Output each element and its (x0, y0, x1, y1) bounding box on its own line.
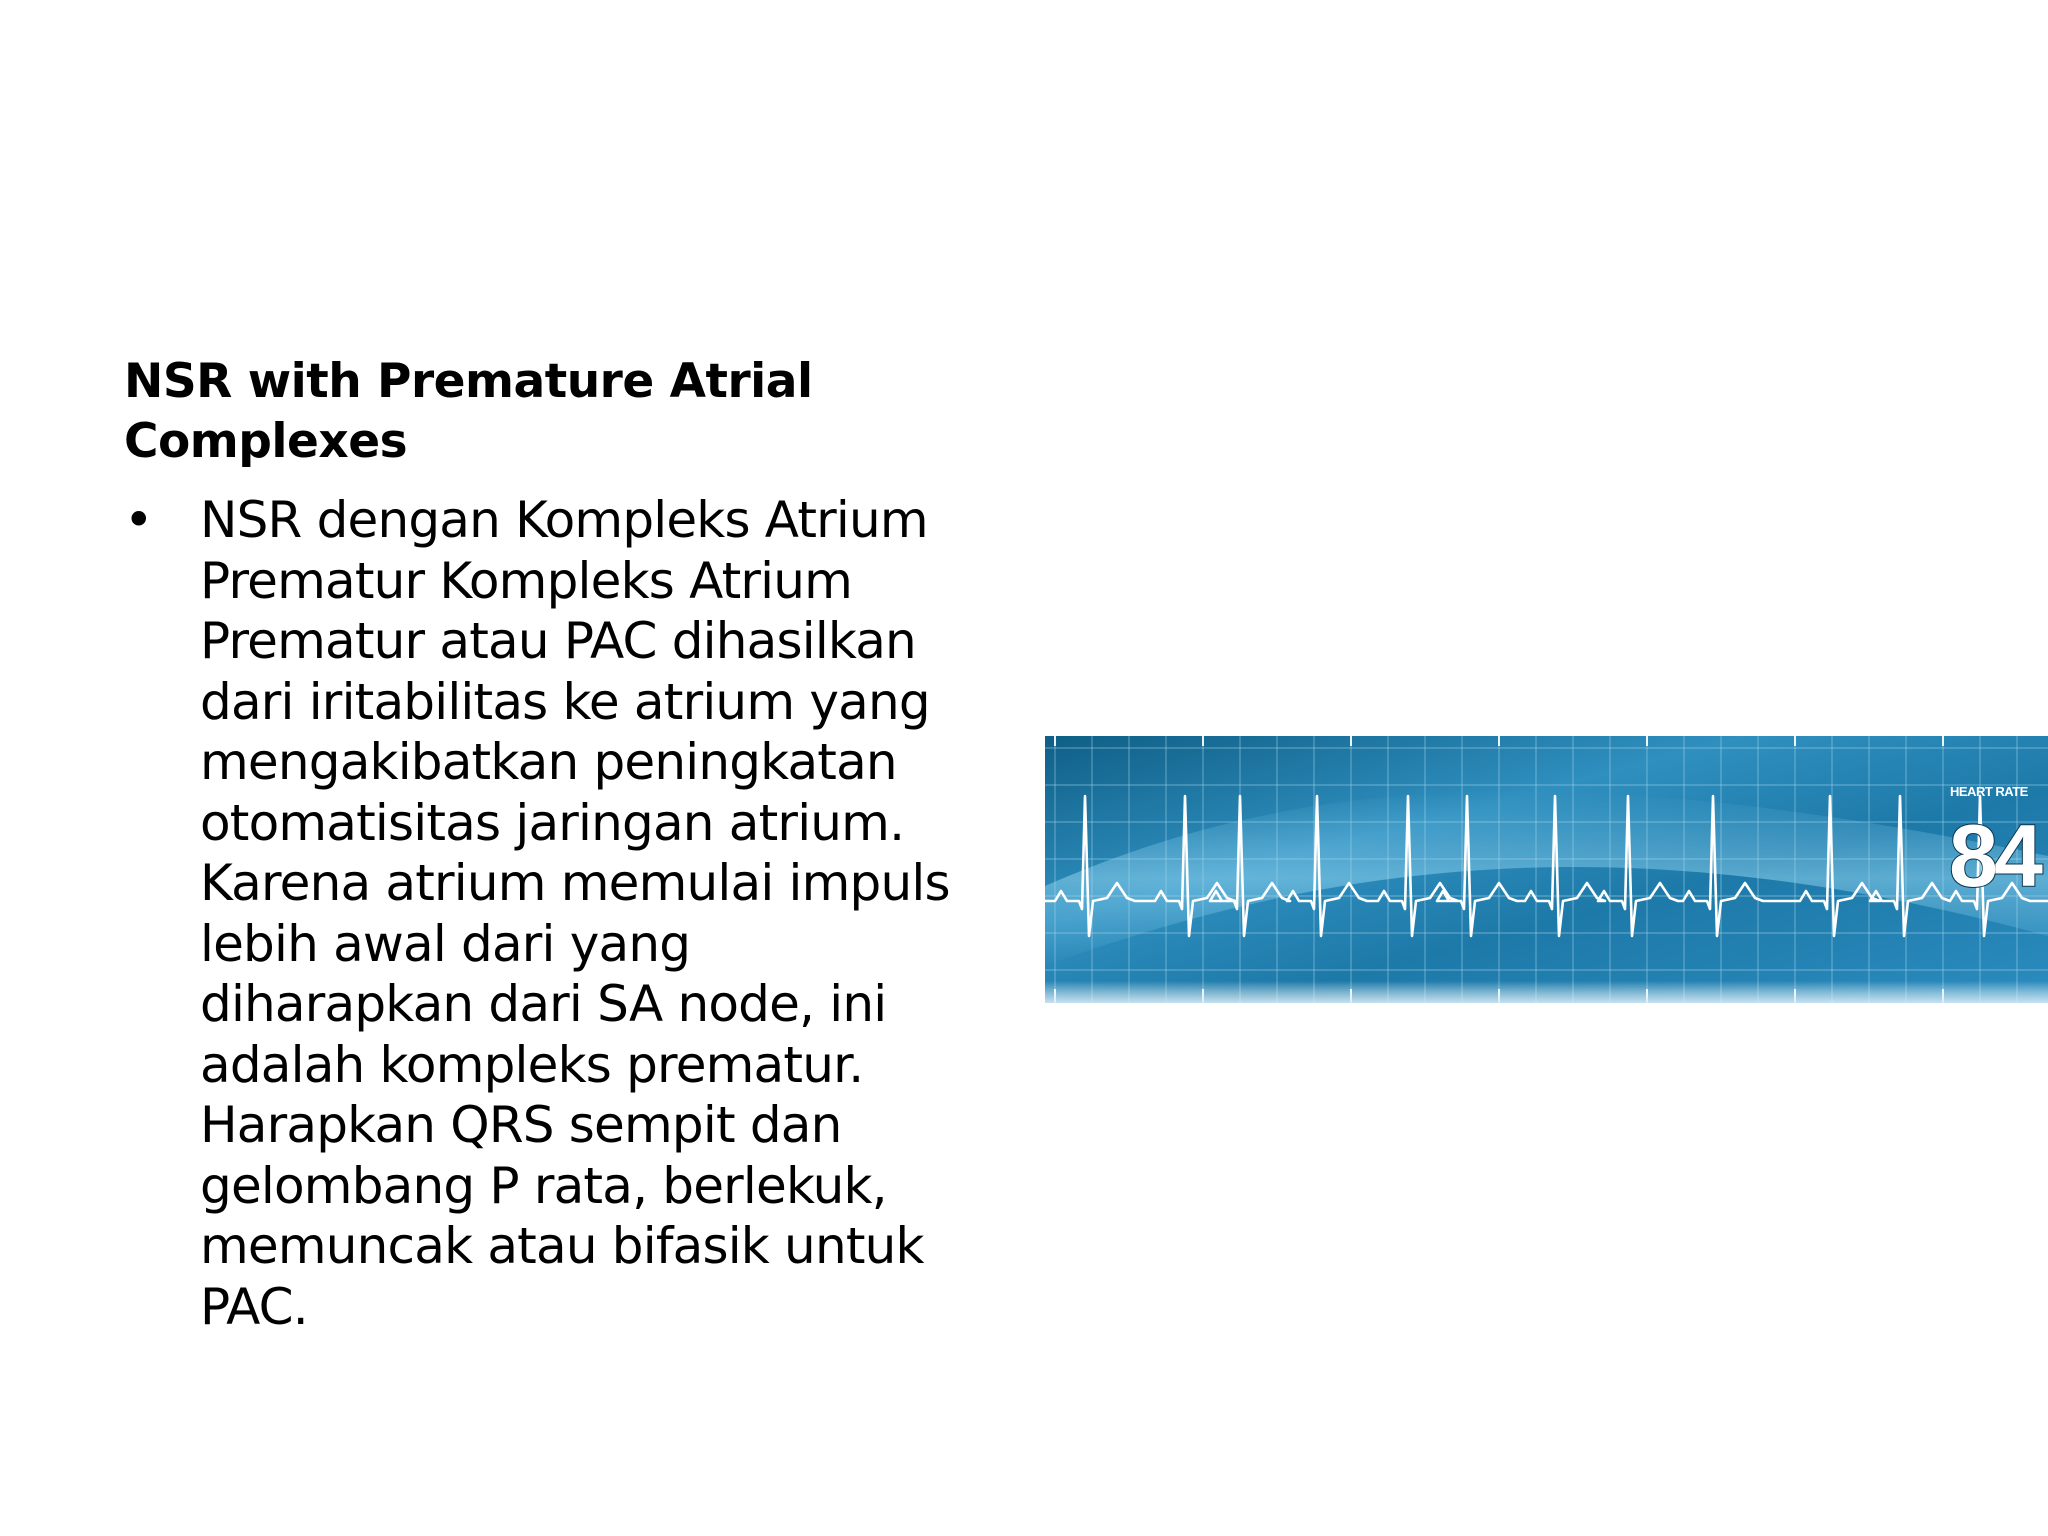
bullet-line: otomatisitas jaringan atrium. (200, 793, 905, 852)
heart-rate-label: HEART RATE (1950, 784, 2028, 799)
bullet-paragraph (200, 490, 1004, 1337)
ecg-monitor-graphic (1045, 736, 2048, 1003)
bullet-dot: • (124, 491, 153, 549)
bullet-line: PAC. (200, 1277, 308, 1336)
bullet-line: NSR dengan Kompleks Atrium (200, 491, 928, 549)
bullet-line: adalah kompleks prematur. (200, 1035, 864, 1094)
ecg-monitor-image (1045, 736, 2048, 1003)
bullet-line: dari iritabilitas ke atrium yang (200, 672, 930, 731)
bullet-list (124, 490, 1004, 1337)
bullet-line: mengakibatkan peningkatan (200, 733, 897, 791)
bullet-line: Karena atrium memulai impuls (200, 854, 950, 912)
heart-rate-value: 84 (1949, 806, 2039, 905)
bullet-line: memuncak atau bifasik untuk (200, 1217, 924, 1275)
title-line-1: NSR with Premature Atrial (124, 354, 813, 409)
bullet-item (124, 490, 1004, 1337)
slide-title (124, 352, 984, 472)
bullet-line: Harapkan QRS sempit dan (200, 1096, 842, 1154)
bullet-line: diharapkan dari SA node, ini (200, 975, 887, 1033)
bullet-line: lebih awal dari yang (200, 914, 691, 973)
ecg-bottom-fade (1045, 981, 2048, 1003)
bullet-line: Prematur atau PAC dihasilkan (200, 612, 916, 670)
title-line-2: Complexes (124, 414, 408, 469)
bullet-line: Prematur Kompleks Atrium (200, 551, 853, 610)
bullet-line: gelombang P rata, berlekuk, (200, 1156, 887, 1215)
